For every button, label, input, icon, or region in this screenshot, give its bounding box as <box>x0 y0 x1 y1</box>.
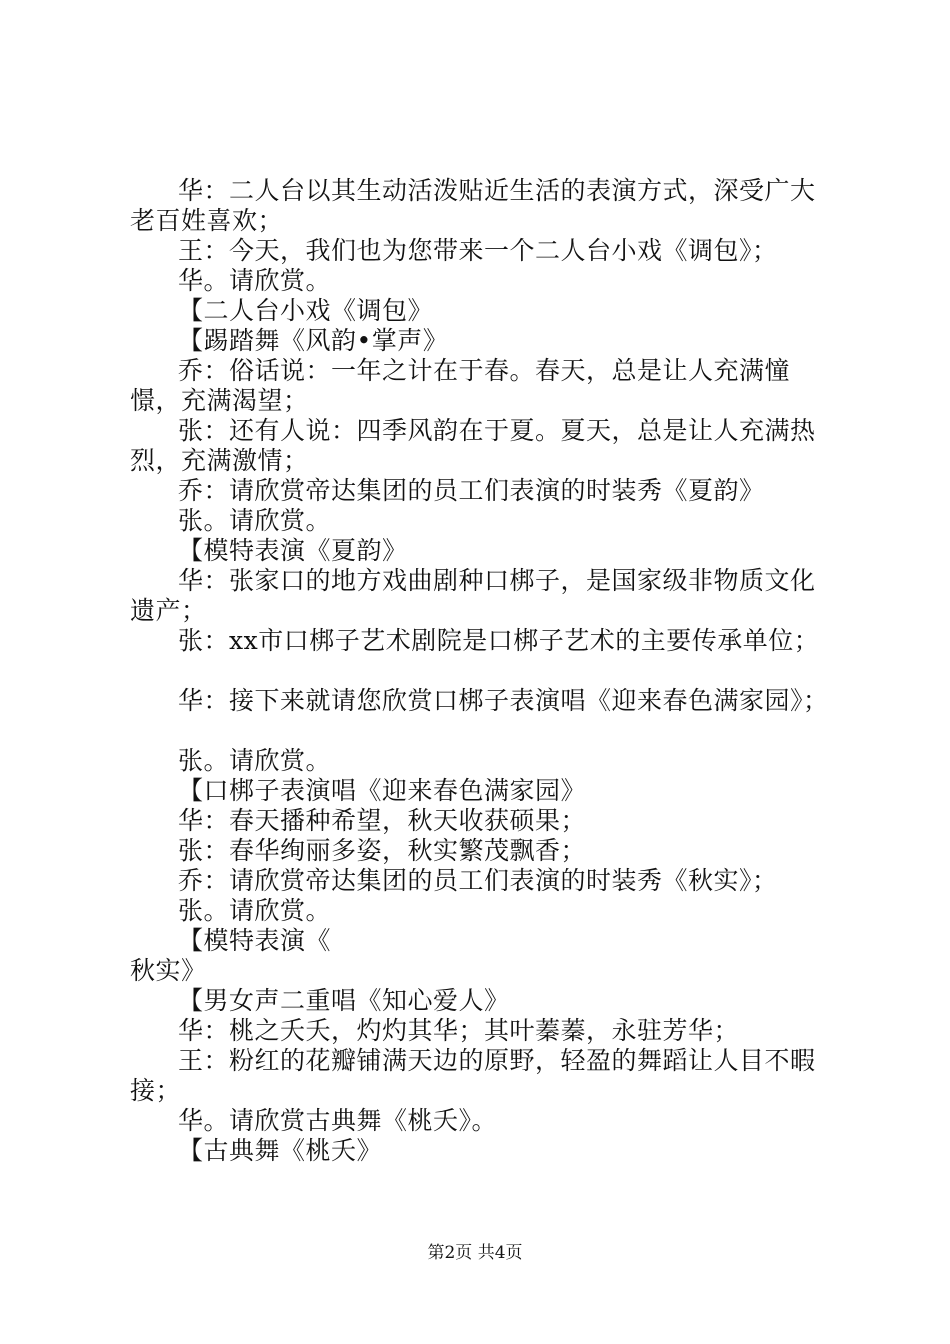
paragraph: 【二人台小戏《调包》 <box>178 296 434 325</box>
paragraph: 乔：俗话说：一年之计在于春。春天，总是让人充满憧憬，充满渴望； <box>130 356 791 415</box>
paragraph: 张：春华绚丽多姿，秋实繁茂飘香； <box>178 836 587 865</box>
paragraph: 【模特表演《夏韵》 <box>178 536 408 565</box>
paragraph: 秋实》 <box>130 956 207 985</box>
blank-line <box>130 656 840 686</box>
paragraph: 华：接下来就请您欣赏口梆子表演唱《迎来春色满家园》； <box>178 686 829 715</box>
page-footer: 第2页 共4页 <box>427 1243 523 1263</box>
paragraph: 张。请欣赏。 <box>178 746 332 775</box>
paragraph: 华：二人台以其生动活泼贴近生活的表演方式，深受广大老百姓喜欢； <box>130 176 816 235</box>
paragraph: 华：春天播种希望，秋天收获硕果； <box>178 806 587 835</box>
paragraph: 乔：请欣赏帝达集团的员工们表演的时装秀《秋实》； <box>178 866 778 895</box>
paragraph: 【踢踏舞《风韵•掌声》 <box>178 326 449 355</box>
paragraph: 华：桃之夭夭，灼灼其华；其叶蓁蓁，永驻芳华； <box>178 1016 740 1045</box>
paragraph: 张：还有人说：四季风韵在于夏。夏天，总是让人充满热烈，充满激情； <box>130 416 816 475</box>
document-body <box>130 176 840 1166</box>
paragraph: 【模特表演《 <box>178 926 332 955</box>
paragraph: 【男女声二重唱《知心爱人》 <box>178 986 510 1015</box>
paragraph: 王：今天，我们也为您带来一个二人台小戏《调包》； <box>178 236 778 265</box>
blank-line <box>130 716 840 746</box>
paragraph: 【古典舞《桃夭》 <box>178 1136 383 1165</box>
paragraph: 【口梆子表演唱《迎来春色满家园》 <box>178 776 587 805</box>
paragraph: 华。请欣赏古典舞《桃夭》。 <box>178 1106 498 1135</box>
paragraph: 张。请欣赏。 <box>178 896 332 925</box>
paragraph: 华。请欣赏。 <box>178 266 332 295</box>
paragraph: 华：张家口的地方戏曲剧种口梆子，是国家级非物质文化遗产； <box>130 566 816 625</box>
paragraph: 王：粉红的花瓣铺满天边的原野，轻盈的舞蹈让人目不暇接； <box>130 1046 816 1105</box>
paragraph: 乔：请欣赏帝达集团的员工们表演的时装秀《夏韵》 <box>178 476 765 505</box>
paragraph: 张。请欣赏。 <box>178 506 332 535</box>
paragraph: 张：xx市口梆子艺术剧院是口梆子艺术的主要传承单位； <box>178 626 820 655</box>
